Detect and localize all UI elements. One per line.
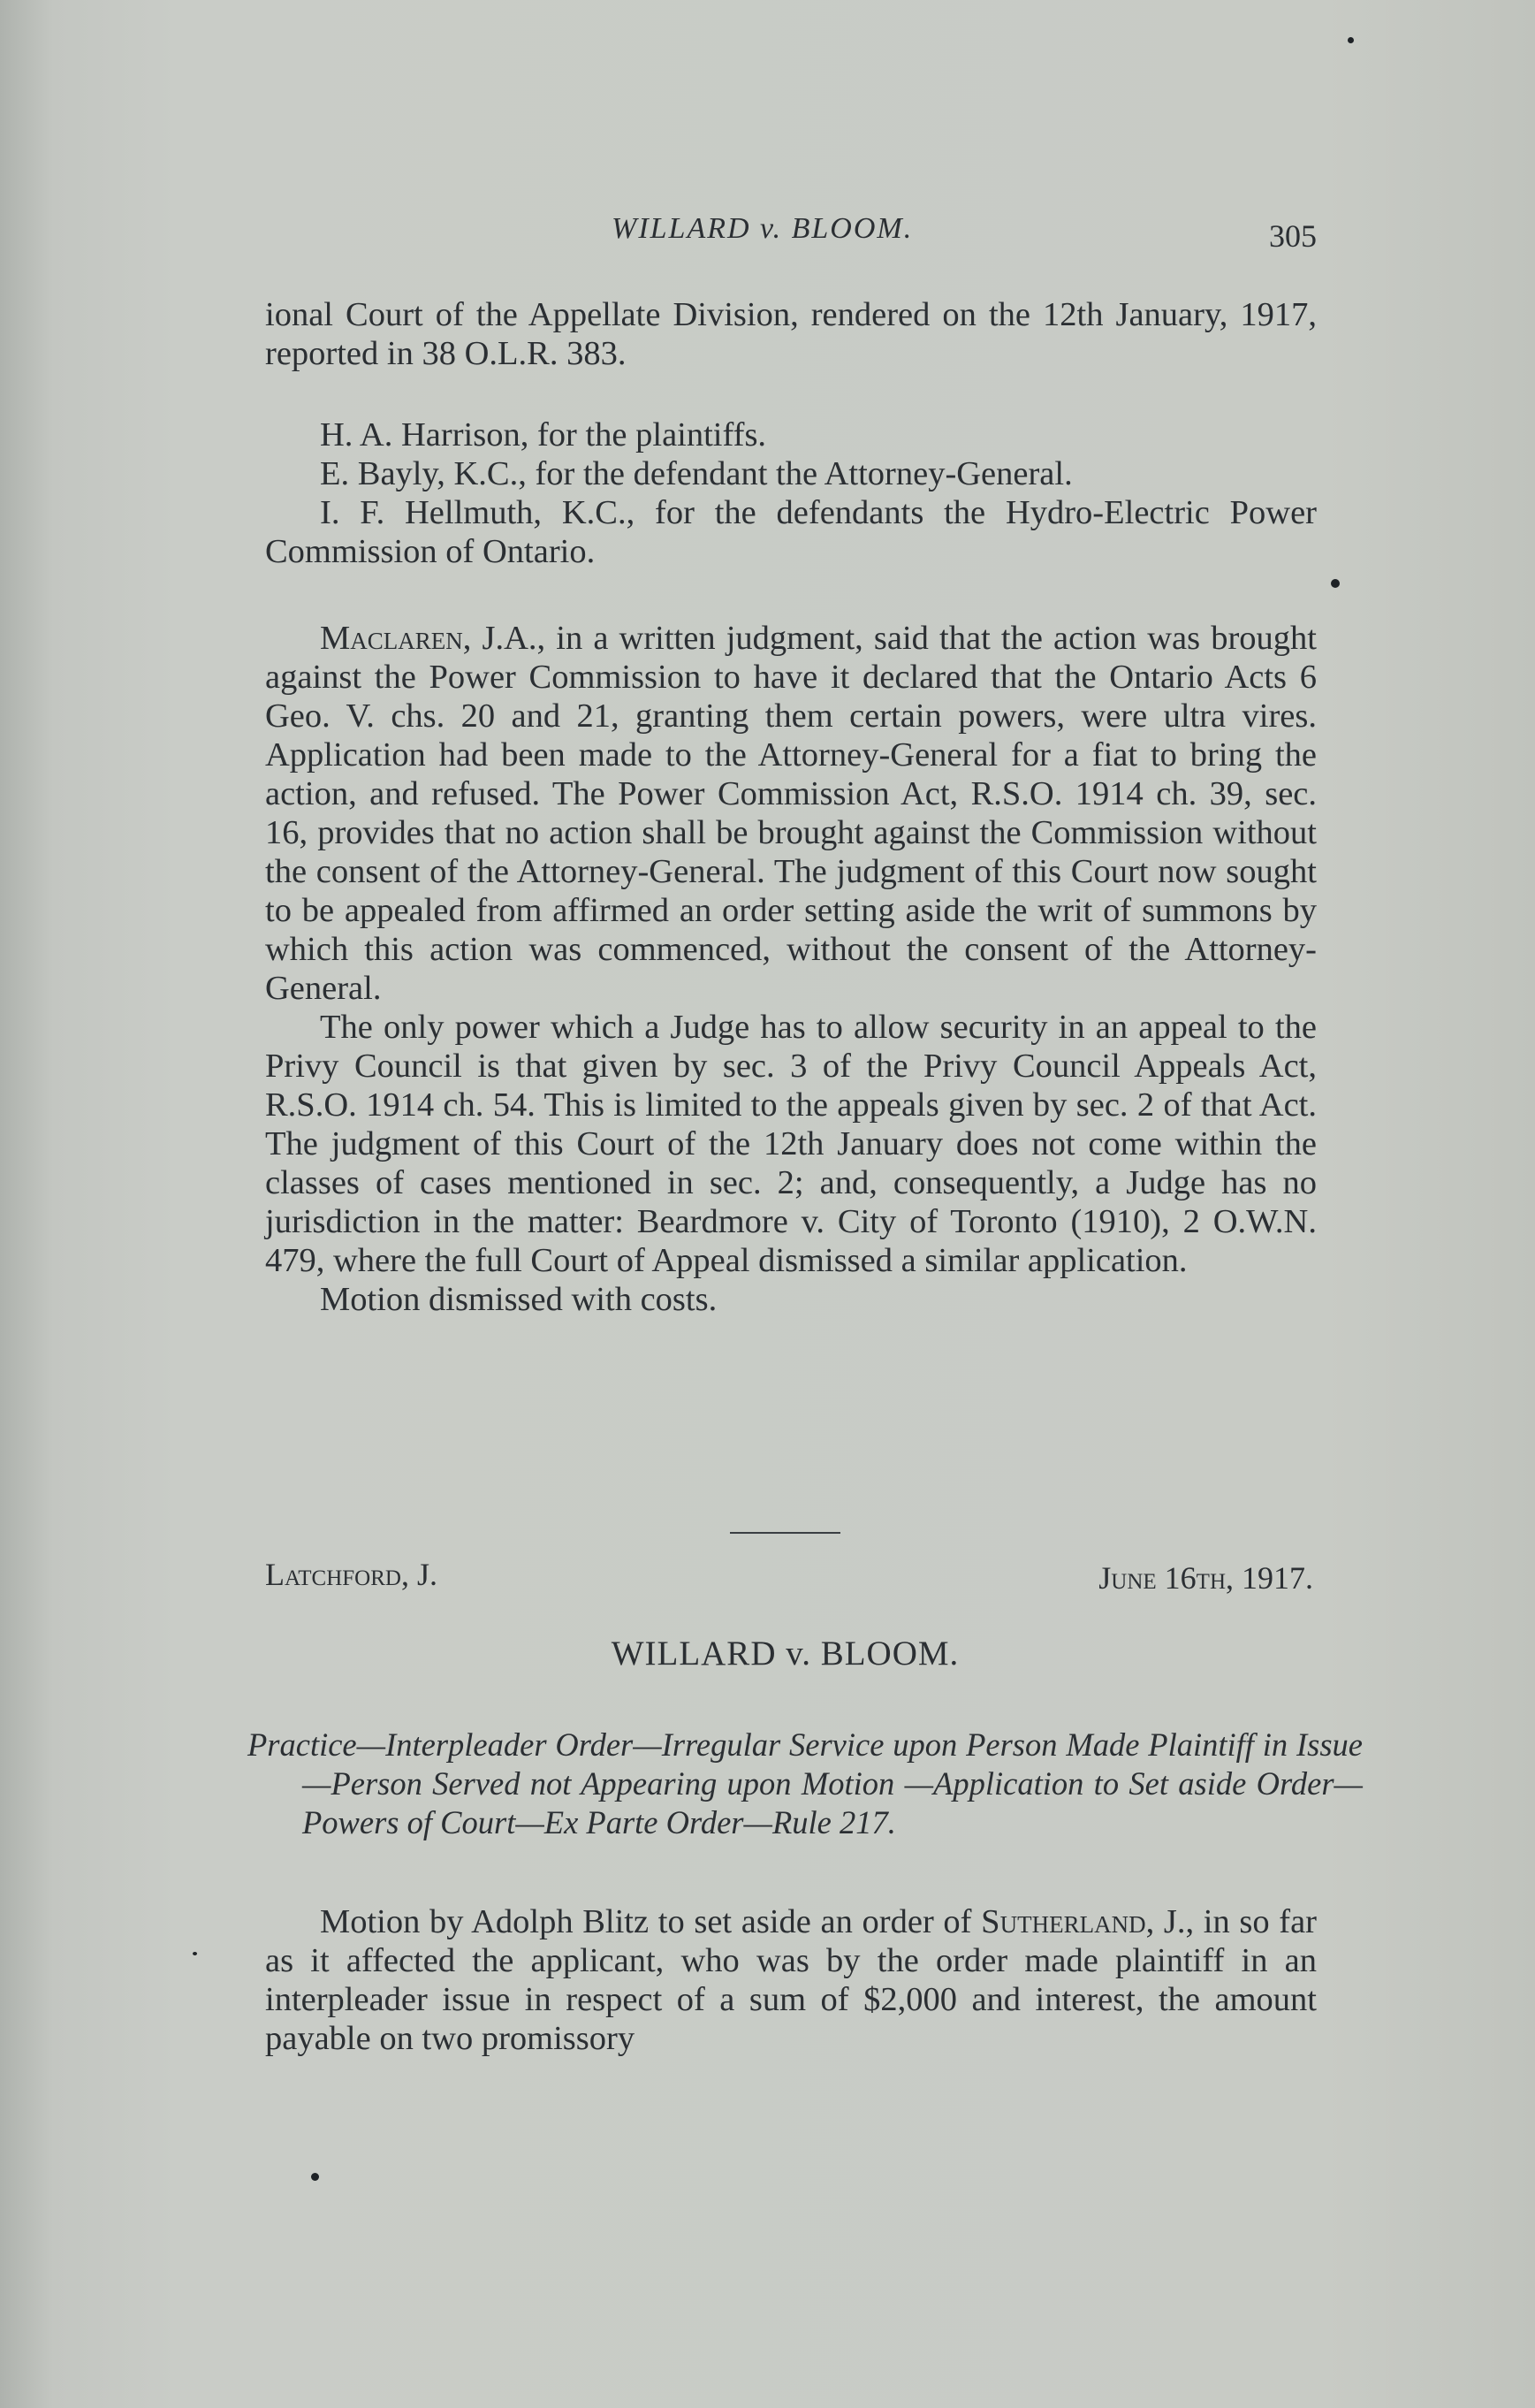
case-body — [265, 1902, 1317, 2058]
counsel-line: I. F. Hellmuth, K.C., for the defendants the Hydro-Electric Power Commission of Ontario. — [265, 494, 1317, 570]
ink-speck — [311, 2173, 319, 2181]
judgment-paragraph — [265, 619, 1317, 1008]
ink-speck — [193, 1952, 197, 1955]
intro-text: ional Court of the Appellate Division, rendered on the 12th January, 1917, reported in 38 O.L.R. 383. — [265, 296, 1317, 372]
case-date: June 16th, 1917. — [1098, 1560, 1313, 1596]
counsel-line: H. A. Harrison, for the plaintiffs. — [320, 416, 767, 453]
case-body-start: Motion by Adolph Blitz to set aside an order of — [320, 1903, 982, 1940]
counsel-list — [265, 415, 1317, 571]
running-head — [265, 212, 1317, 265]
running-title: WILLARD v. BLOOM. — [612, 212, 914, 245]
case-body-paragraph — [265, 1902, 1317, 2058]
counsel-line: E. Bayly, K.C., for the defendant the Attorney-General. — [320, 455, 1073, 492]
case-body-judge: Sutherland — [981, 1903, 1146, 1940]
case-title: WILLARD v. BLOOM. — [611, 1635, 960, 1673]
section-divider — [730, 1532, 840, 1534]
case-judge: Latchford, J. — [265, 1557, 437, 1592]
ink-speck — [1331, 579, 1340, 588]
ink-speck — [1348, 37, 1354, 43]
page-number: 305 — [1269, 218, 1317, 254]
intro-paragraph — [265, 295, 1317, 373]
judgment-paragraph: The only power which a Judge has to allow security in an appeal to the Privy Council is that given by sec. 3 of the Privy Council Appeals Act, R.S.O. 1914 ch. 54. This is limited to the appeals given by sec. 2 of that Act. The judgment of this Court of the 12th January does not come within the classes of cases mentioned in sec. 2; and, consequently, a Judge has no jurisdiction in the matter: Beardmore v. City of Toronto (1910), 2 O.W.N. 479, where the full Court of Appeal dismissed a similar application. — [265, 1009, 1317, 1279]
disposition: Motion dismissed with costs. — [320, 1281, 718, 1318]
case-body-rest: , J., in so far as it affected the applicant, who was by the order made plaintiff in an interpleader issue in respect of a sum of $2,000 and interest, the amount payable on two promissory — [265, 1903, 1317, 2057]
judgment-body — [265, 619, 1317, 1319]
judgment-text: , J.A., in a written judgment, said that the action was brought against the Power Commission to have it declared that the Ontario Acts 6 Geo. V. chs. 20 and 21, granting them certain powers, were ultra vires. Application had been made to the Attorney-General for a fiat to bring the action, and refused. The Power Commission Act, R.S.O. 1914 ch. 39, sec. 16, provides that no action shall be brought against the Commission without the consent of the Attorney-General. The judgment of this Court now sought to be appealed from affirmed an order setting aside the writ of summons by which this action was commenced, without the consent of the Attorney-General. — [265, 620, 1317, 1007]
headnote: Practice—Interpleader Order—Irregular Service upon Person Made Plaintiff in Issue—Person Served not Appearing upon Motion —Application to Set aside Order—Powers of Court—Ex Parte Order—Rule 217. — [247, 1726, 1363, 1840]
judge-name: Maclaren — [320, 620, 463, 657]
